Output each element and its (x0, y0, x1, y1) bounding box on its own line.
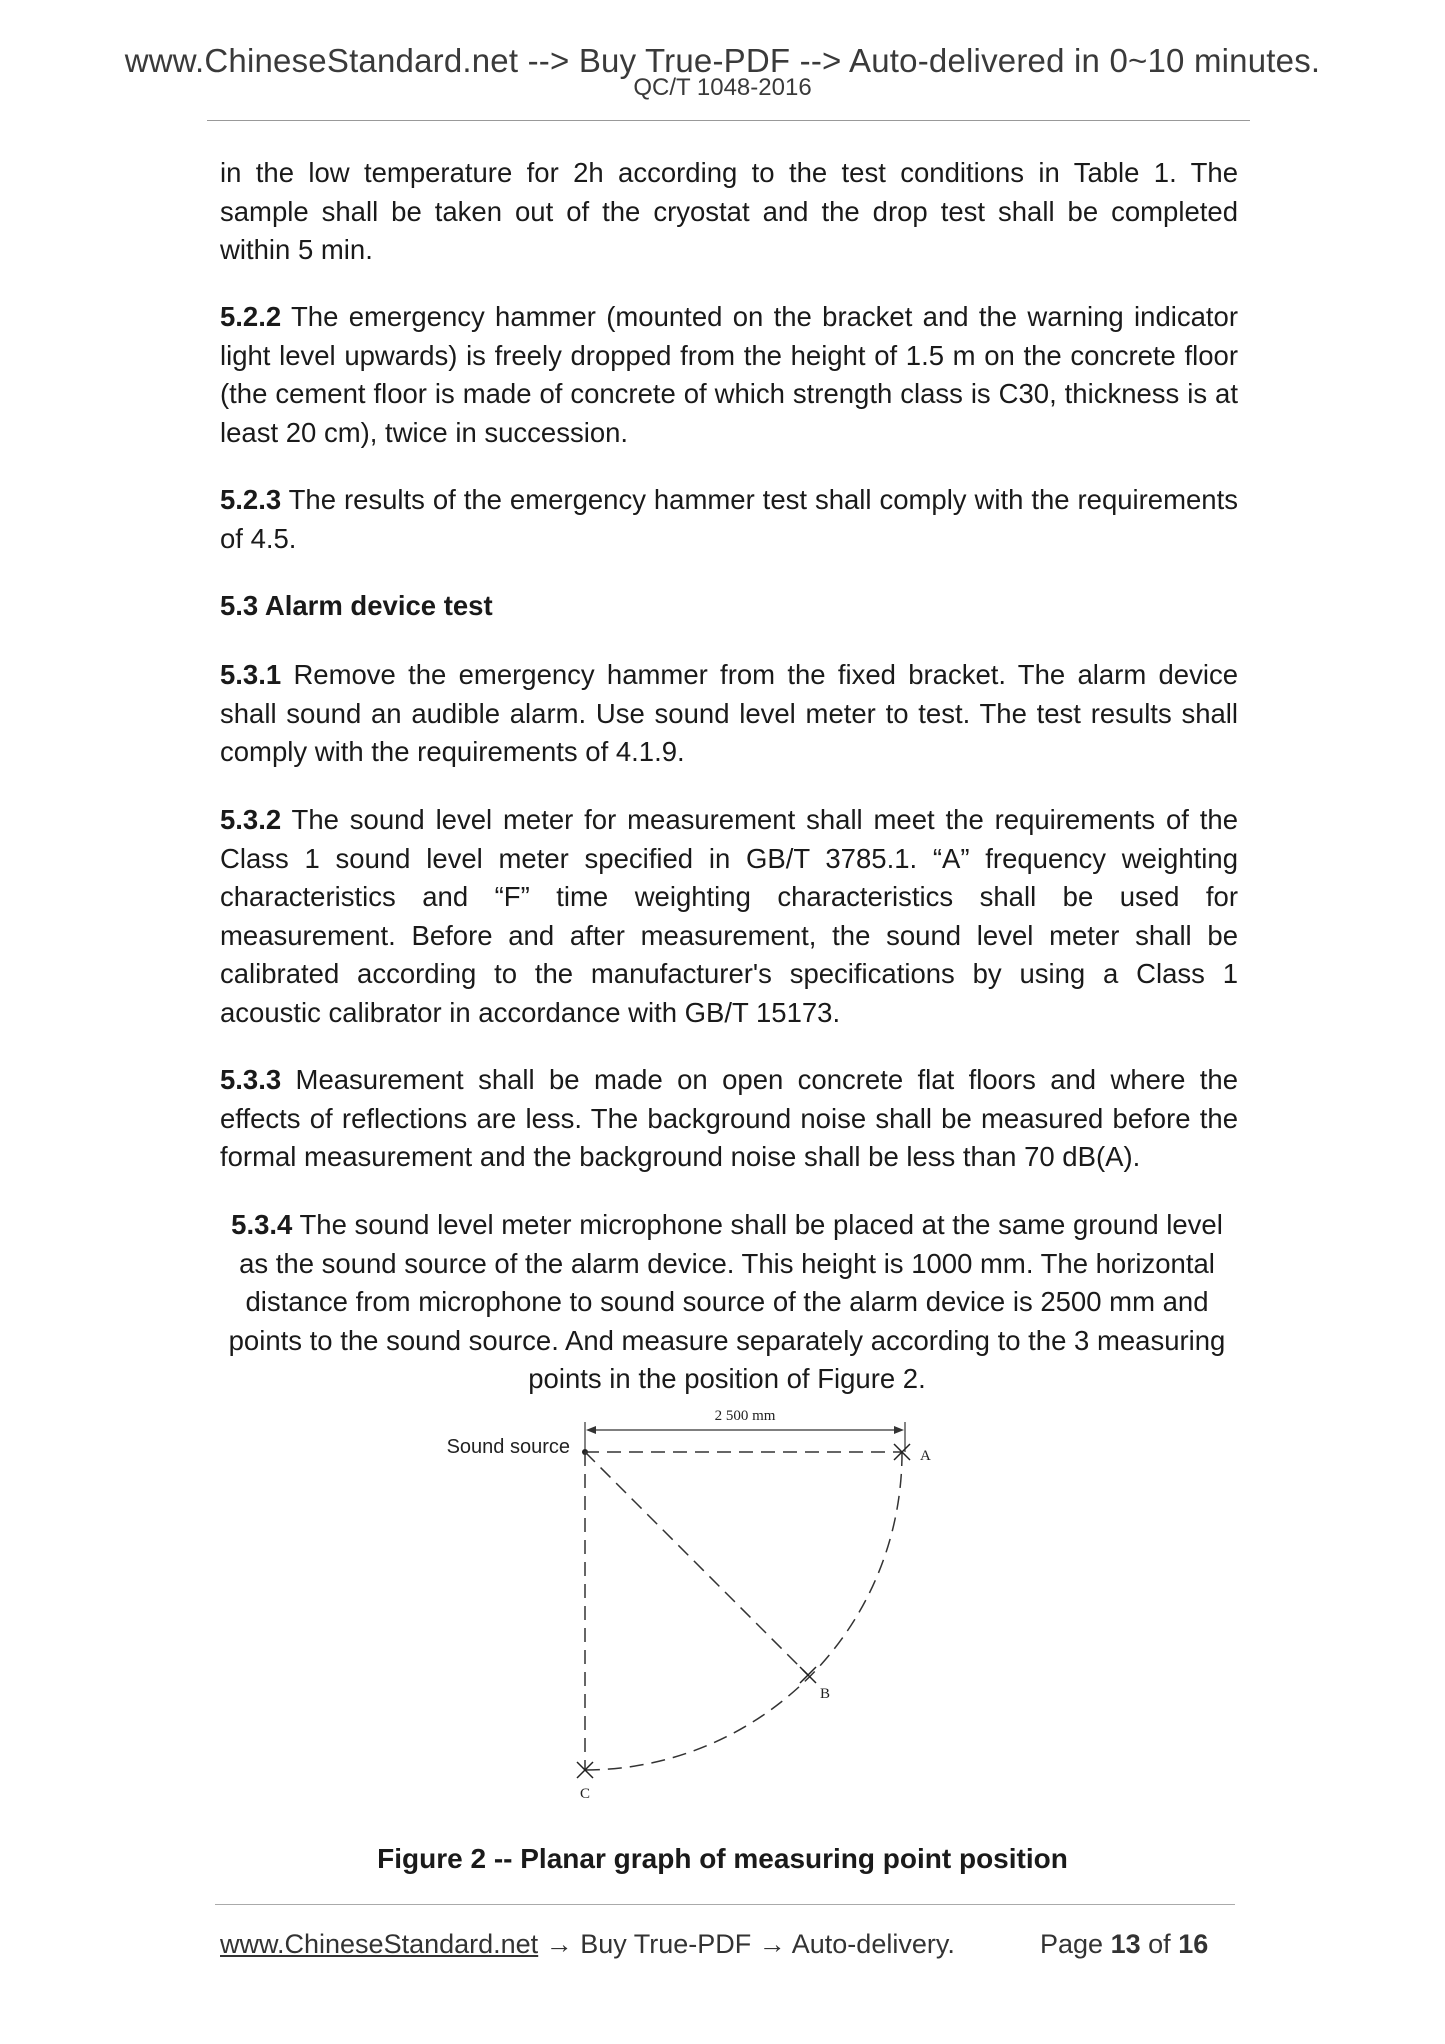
clause-5-3-4 (218, 1206, 1236, 1399)
figure-caption: Figure 2 -- Planar graph of measuring point position (377, 1843, 1068, 1874)
header-banner: www.ChineseStandard.net --> Buy True-PDF --> Auto-delivered in 0~10 minutes. (124, 42, 1321, 79)
clause-text: The sound level meter for measurement shall meet the requirements of the Class 1 sound level meter specified in GB/T 3785.1. “A” frequency weighting characteristics and “F” time weighting characteristics shall be used for measurement. Before and after measurement, the sound level meter shall be calibrated according to the manufacturer's specifications by using a Class 1 acoustic calibrator in accordance with GB/T 15173. (220, 804, 1238, 1028)
point-b-marker (800, 1667, 816, 1683)
dimension-arrow-right (894, 1426, 904, 1434)
clause-number: 5.2.2 (220, 301, 282, 332)
clause-5-2-3 (220, 481, 1238, 558)
header-divider (207, 120, 1250, 121)
footer-site-link[interactable]: www.ChineseStandard.net (220, 1929, 539, 1959)
clause-text: The sound level meter microphone shall be placed at the same ground level as the sound source of the alarm device. This height is 1000 mm. The horizontal distance from microphone to sound source of the alarm device is 2500 mm and points to the sound source. And measure separately according to the 3 measuring points in the position of Figure 2. (228, 1209, 1226, 1394)
page-label: Page (1040, 1929, 1104, 1959)
clause-number: 5.2.3 (220, 484, 282, 515)
clause-5-3-2 (220, 801, 1238, 1032)
page-total: 16 (1178, 1929, 1209, 1959)
point-c-label: C (580, 1786, 591, 1802)
footer-arrow: → (538, 1929, 581, 1959)
point-a-label: A (920, 1448, 931, 1464)
dimension-arrow-left (586, 1426, 596, 1434)
sound-source-label: Sound source (446, 1436, 570, 1458)
clause-number: 5.3.1 (220, 659, 282, 690)
page-indicator (1040, 1928, 1208, 1960)
paragraph-continuation (220, 154, 1238, 270)
dimension-label: 2 500 mm (714, 1408, 776, 1424)
paragraph-text: in the low temperature for 2h according to the test conditions in Table 1. The sample shall be taken out of the cryostat and the drop test shall be completed within 5 min. (220, 157, 1238, 265)
clause-number: 5.3.4 (231, 1209, 293, 1240)
clause-5-2-2 (220, 298, 1238, 452)
clause-text: Remove the emergency hammer from the fixed bracket. The alarm device shall sound an audible alarm. Use sound level meter to test. The test results shall comply with the requirements of 4.1.9. (220, 659, 1238, 767)
document-number: QC/T 1048-2016 (633, 74, 812, 101)
clause-text: The emergency hammer (mounted on the bracket and the warning indicator light level upwards) is freely dropped from the height of 1.5 m on the concrete floor (the cement floor is made of concrete of which strength class is C30, thickness is at least 20 cm), twice in succession. (220, 301, 1238, 448)
footer-arrow: → (751, 1929, 792, 1959)
clause-5-3-1 (220, 656, 1238, 772)
page-current: 13 (1110, 1929, 1141, 1959)
footer-divider (215, 1904, 1235, 1905)
footer-delivery-text: Auto-delivery. (791, 1929, 955, 1959)
line-to-b (585, 1452, 808, 1675)
figure-measuring-points (420, 1400, 980, 1820)
clause-5-3-3 (220, 1061, 1238, 1177)
clause-text: Measurement shall be made on open concrete flat floors and where the effects of reflections are less. The background noise shall be measured before the formal measurement and the background noise shall be less than 70 dB(A). (220, 1064, 1238, 1172)
clause-text: The results of the emergency hammer test shall comply with the requirements of 4.5. (220, 484, 1238, 554)
point-b-label: B (820, 1686, 831, 1702)
footer-links (220, 1928, 955, 1960)
footer-buy-text: Buy True-PDF (580, 1929, 752, 1959)
clause-number: 5.3.3 (220, 1064, 282, 1095)
page-of-label: of (1148, 1929, 1171, 1959)
clause-number: 5.3.2 (220, 804, 282, 835)
section-heading-5-3: 5.3 Alarm device test (220, 590, 493, 621)
